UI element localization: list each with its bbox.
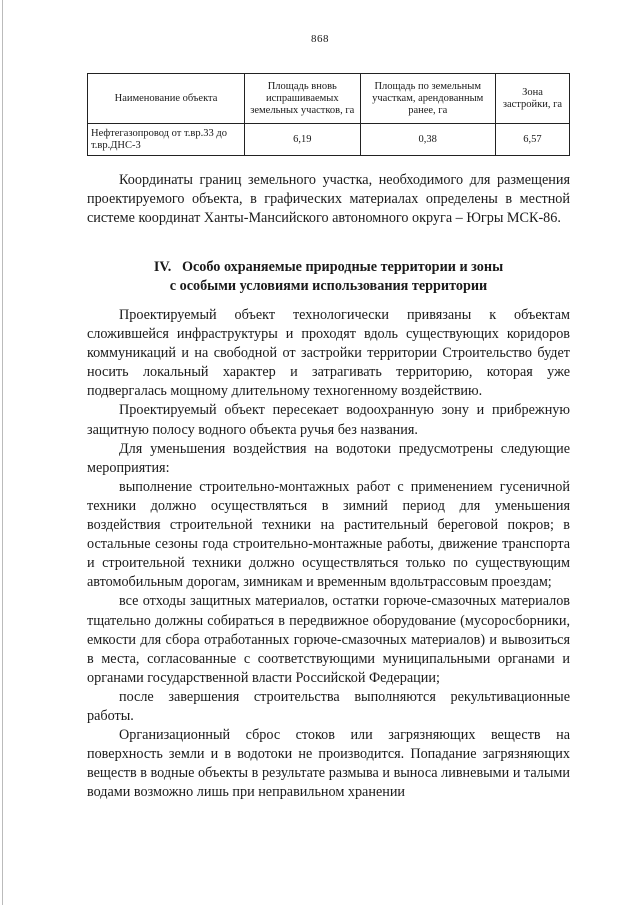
binding-margin-line bbox=[2, 0, 3, 905]
coordinates-block bbox=[87, 171, 570, 228]
header-new-area: Площадь вновь испрашиваемых земельных участков, га bbox=[245, 74, 361, 124]
header-building-zone: Зона застройки, га bbox=[495, 74, 569, 124]
cell-leased-area: 0,38 bbox=[360, 124, 495, 156]
cell-new-area: 6,19 bbox=[245, 124, 361, 156]
cell-object-name: Нефтегазопровод от т.вр.33 до т.вр.ДНС-3 bbox=[88, 124, 245, 156]
paragraph-infrastructure: Проектируемый объект технологически привязаны к объектам сложившейся инфраструктуры и проходят вдоль существующих коридоров коммуникаций и на свободной от застройки территории Строительство будет носить локальный характер и затрагивать территорию, которая уже подвергалась мощному длительному техногенному воздействию. bbox=[87, 307, 570, 400]
header-leased-area: Площадь по земельным участкам, арендованным ранее, га bbox=[360, 74, 495, 124]
cell-building-zone: 6,57 bbox=[495, 124, 569, 156]
section-title-line2: с особыми условиями использования территории bbox=[169, 278, 488, 294]
section-heading bbox=[87, 258, 570, 296]
page-number: 868 bbox=[311, 33, 329, 45]
header-object-name: Наименование объекта bbox=[88, 74, 245, 124]
body-text bbox=[87, 306, 570, 802]
paragraph-discharge: Организационный сброс стоков или загрязняющих веществ на поверхность земли и в водотоки не производится. Попадание загрязняющих веществ в водные объекты в результате размыва и выноса ливневыми и талыми водами возможно лишь при неправильном хранении bbox=[87, 727, 570, 801]
coordinates-paragraph: Координаты границ земельного участка, необходимого для размещения проектируемого объекта, в графических материалах определены в местной системе координат Ханты-Мансийского автономного округа – Югры МСК-86. bbox=[87, 172, 570, 227]
table-row bbox=[88, 124, 570, 156]
section-heading-line1 bbox=[87, 258, 570, 277]
paragraph-water-zone: Проектируемый объект пересекает водоохранную зону и прибрежную защитную полосу водного объекта ручья без названия. bbox=[87, 402, 570, 438]
paragraph-measure-recultivation: после завершения строительства выполняются рекультивационные работы. bbox=[87, 688, 570, 724]
section-title-line1: Особо охраняемые природные территории и зоны bbox=[181, 259, 504, 275]
paragraph-measures-intro: Для уменьшения воздействия на водотоки предусмотрены следующие мероприятия: bbox=[87, 440, 570, 476]
paragraph-measure-waste: все отходы защитных материалов, остатки горюче-смазочных материалов тщательно должны собираться в передвижное оборудование (мусоросборники, емкости для сбора отработанных горюче-смазочных материалов) и вывозиться в места, согласованные с соответствующими муниципальными органами и органами государственной власти Российской Федерации; bbox=[87, 593, 570, 686]
paragraph-measure-winter: выполнение строительно-монтажных работ с применением гусеничной техники должно осуществляться в зимний период для уменьшения воздействия строительной техники на растительный береговой покров; в остальные сезоны года строительно-монтажные работы, движение транспорта и строительной техники должно осуществляться только по существующим автомобильным дорогам, зимникам и временным вдольтрассовым проездам; bbox=[87, 478, 570, 591]
table-header-row bbox=[88, 74, 570, 124]
section-number: IV. bbox=[153, 259, 172, 275]
land-area-table bbox=[87, 73, 570, 156]
